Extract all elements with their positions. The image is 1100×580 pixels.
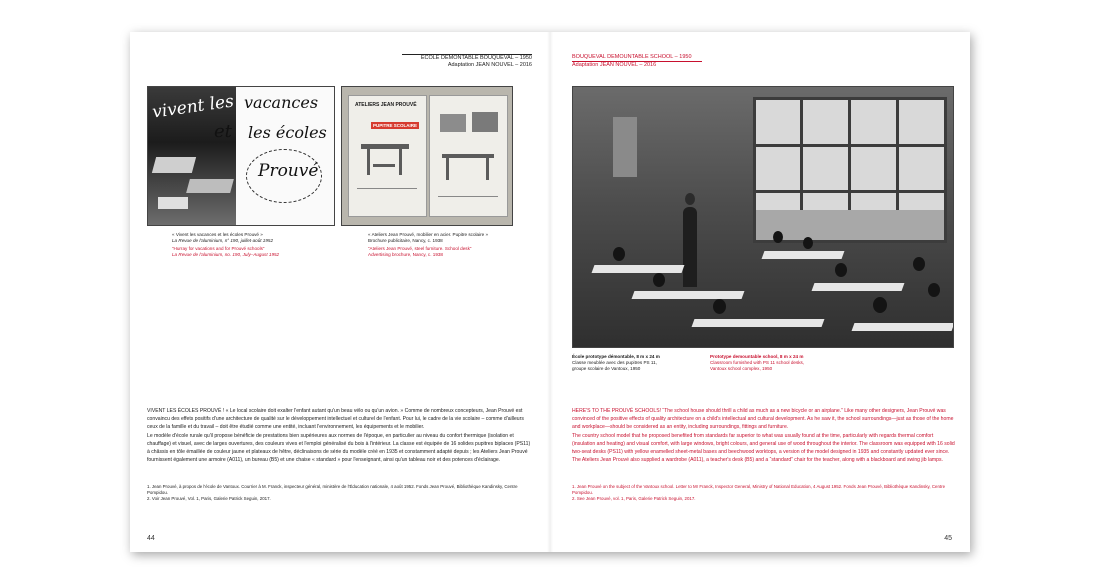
right-body-p1: Like many other designers, Jean Prouvé was convinced of the positive effects of quality architecture on a child's intellectual and cultural development. As he saw it, the school surroundings—just as those of the home and workplace—should be considered as an entity, including surroundings, fittings and furniture.: [572, 408, 954, 431]
left-body-lead: VIVENT LES ÉCOLES PROUVÉ ! « Le local scolaire doit exalter l'enfant autant qu'un beau vélo ou qu'un avion. »: [147, 408, 404, 414]
caption-en-title: Prototype demountable school, 8 m x 24 m: [710, 354, 804, 359]
photo-vacances-poster: [147, 86, 335, 226]
left-body-p1: Comme de nombreux concepteurs, Jean Prouvé est convaincu des effets positifs d'une architecture de qualité sur le développement intellectuel et culturel de l'enfant. Pour lui, le cadre de la vie scolaire – comme d'ailleurs ceux de la famille et du travail – doit être étudié comme une entité, incluant l'environnement, les équipements et le mobilier.: [147, 408, 524, 431]
left-page: [130, 32, 550, 552]
classroom-windows: [753, 97, 947, 243]
caption-fr-title: École prototype démontable, 8 m x 24 m: [572, 354, 660, 359]
caption-classroom-fr: [572, 354, 702, 372]
photo-brochure: [341, 86, 513, 226]
photo-classroom: [572, 86, 954, 348]
caption-classroom-en: [710, 354, 850, 372]
caption-fr-source: Brochure publicitaire, Nancy, c. 1938: [368, 238, 443, 243]
script-les-ecoles: les écoles: [248, 123, 327, 142]
script-vivent: vivent les: [151, 91, 236, 123]
left-body-text: [147, 407, 531, 464]
brochure-brand: ATELIERS JEAN PROUVÉ: [355, 102, 417, 108]
right-footnotes: [572, 484, 956, 502]
right-header-line1: BOUQUEVAL DEMOUNTABLE SCHOOL – 1950: [572, 54, 692, 60]
caption-fr-title: « Vivent les vacances et les écoles Prouvé »: [172, 232, 263, 237]
footnote-2: 2. Voir Jean Prouvé, Vol. 1, Paris, Galerie Patrick Seguin, 2017.: [147, 496, 271, 501]
left-header-line2: Adaptation JEAN NOUVEL – 2016: [447, 62, 532, 68]
caption-fr-title: « Ateliers Jean Prouvé, mobilier en acier. Pupitre scolaire »: [368, 232, 489, 237]
right-body-lead: HERE'S TO THE PROUVÉ SCHOOLS! “The school house should thrill a child as much as a new bicycle or an airplane.”: [572, 408, 843, 414]
caption-en-line2: Classroom furnished with PS 11 school desks,: [710, 360, 805, 365]
left-header-line1: ÉCOLE DÉMONTABLE BOUQUEVAL – 1950: [420, 55, 532, 61]
footnote-1: 1. Jean Prouvé on the subject of the Vantoux school. Letter to Mr Franck, Inspector General, Ministry of National Education, 4 August 1952. Fonds Jean Prouvé, Bibliothèque Kandinsky, Centre Pompidou.: [572, 484, 946, 495]
left-body-p2: Le modèle d'école rurale qu'il propose bénéficie de prestations bien supérieures aux normes de l'époque, en particulier au niveau du confort thermique (isolation et chauffage) et visuel, avec de larges ouvertures, des couleurs vives et l'emploi généralisé du bois à l'intérieur. La classe est équipée de 16 solides pupitres biplaces (PS11) à châssis en tôle émaillée de couleur jaune et plateaux de hêtre, déclinaisons de série du modèle créé en 1935 et constamment adapté depuis ; les Ateliers Jean Prouvé fournissent également une armoire (A011), un bureau (B5) et une chaise « standard » pour l'enseignant, ainsi qu'un tableau noir et des potences d'éclairage.: [147, 432, 531, 464]
caption-en-source: Advertising brochure, Nancy, c. 1938: [368, 252, 443, 257]
page-number-left: 44: [147, 535, 155, 542]
page-number-right: 45: [944, 535, 952, 542]
caption-vacances: [172, 232, 322, 258]
footnote-1: 1. Jean Prouvé, à propos de l'école de Vantoux. Courrier à M. Franck, inspecteur général, ministère de l'Éducation nationale, 4 août 1952. Fonds Jean Prouvé, Bibliothèque Kandinsky, Centre Pompidou.: [147, 484, 518, 495]
left-footnotes: [147, 484, 531, 502]
caption-en-source: La Revue de l'aluminium, no. 190, July–August 1952: [172, 252, 280, 257]
caption-brochure: [368, 232, 538, 258]
right-body-p2: The country school model that he proposed benefited from standards far superior to what was usually found at the time, particularly with regards thermal comfort (insulation and heating) and visual comfort, with large windows, bright colours, and general use of wood throughout the interior. The classroom was equipped with 16 solid two-seat desks (PS11) with yellow enamelled sheet-metal bases and beechwood worktops, a version of the model designed in 1935 and constantly updated ever since. The Ateliers Jean Prouvé also supplied a wardrobe (A011), a teacher's desk (B5) and a “standard” chair for the teacher, along with a blackboard and swing jib lamps.: [572, 432, 955, 464]
right-body-text: [572, 407, 956, 464]
script-et: et: [214, 121, 232, 142]
footnote-2: 2. See Jean Prouvé, vol. 1, Paris, Galerie Patrick Seguin, 2017.: [572, 496, 696, 501]
script-prouve: Prouvé: [258, 161, 319, 181]
brochure-left-leaf: [348, 95, 427, 217]
caption-en-line3: Vantoux school complex, 1950: [710, 366, 773, 371]
right-running-header: [572, 54, 702, 69]
caption-fr-source: La Revue de l'aluminium, n° 190, juillet-août 1952: [172, 238, 274, 243]
left-running-header: [402, 54, 532, 69]
caption-fr-line2: Classe meublée avec des pupitres PS 11,: [572, 360, 657, 365]
caption-en-title: “Hurray for vacations and for Prouvé schools”: [172, 246, 265, 251]
script-vacances: vacances: [244, 93, 319, 112]
right-header-line2: Adaptation JEAN NOUVEL – 2016: [572, 62, 657, 68]
brochure-title: PUPITRE SCOLAIRE: [373, 123, 418, 128]
book-spread: [130, 32, 970, 552]
brochure-right-leaf: [429, 95, 508, 217]
caption-fr-line3: groupe scolaire de Vantoux, 1950: [572, 366, 641, 371]
caption-en-title: “Ateliers Jean Prouvé, steel furniture. School desk”: [368, 246, 472, 251]
right-page: [550, 32, 970, 552]
